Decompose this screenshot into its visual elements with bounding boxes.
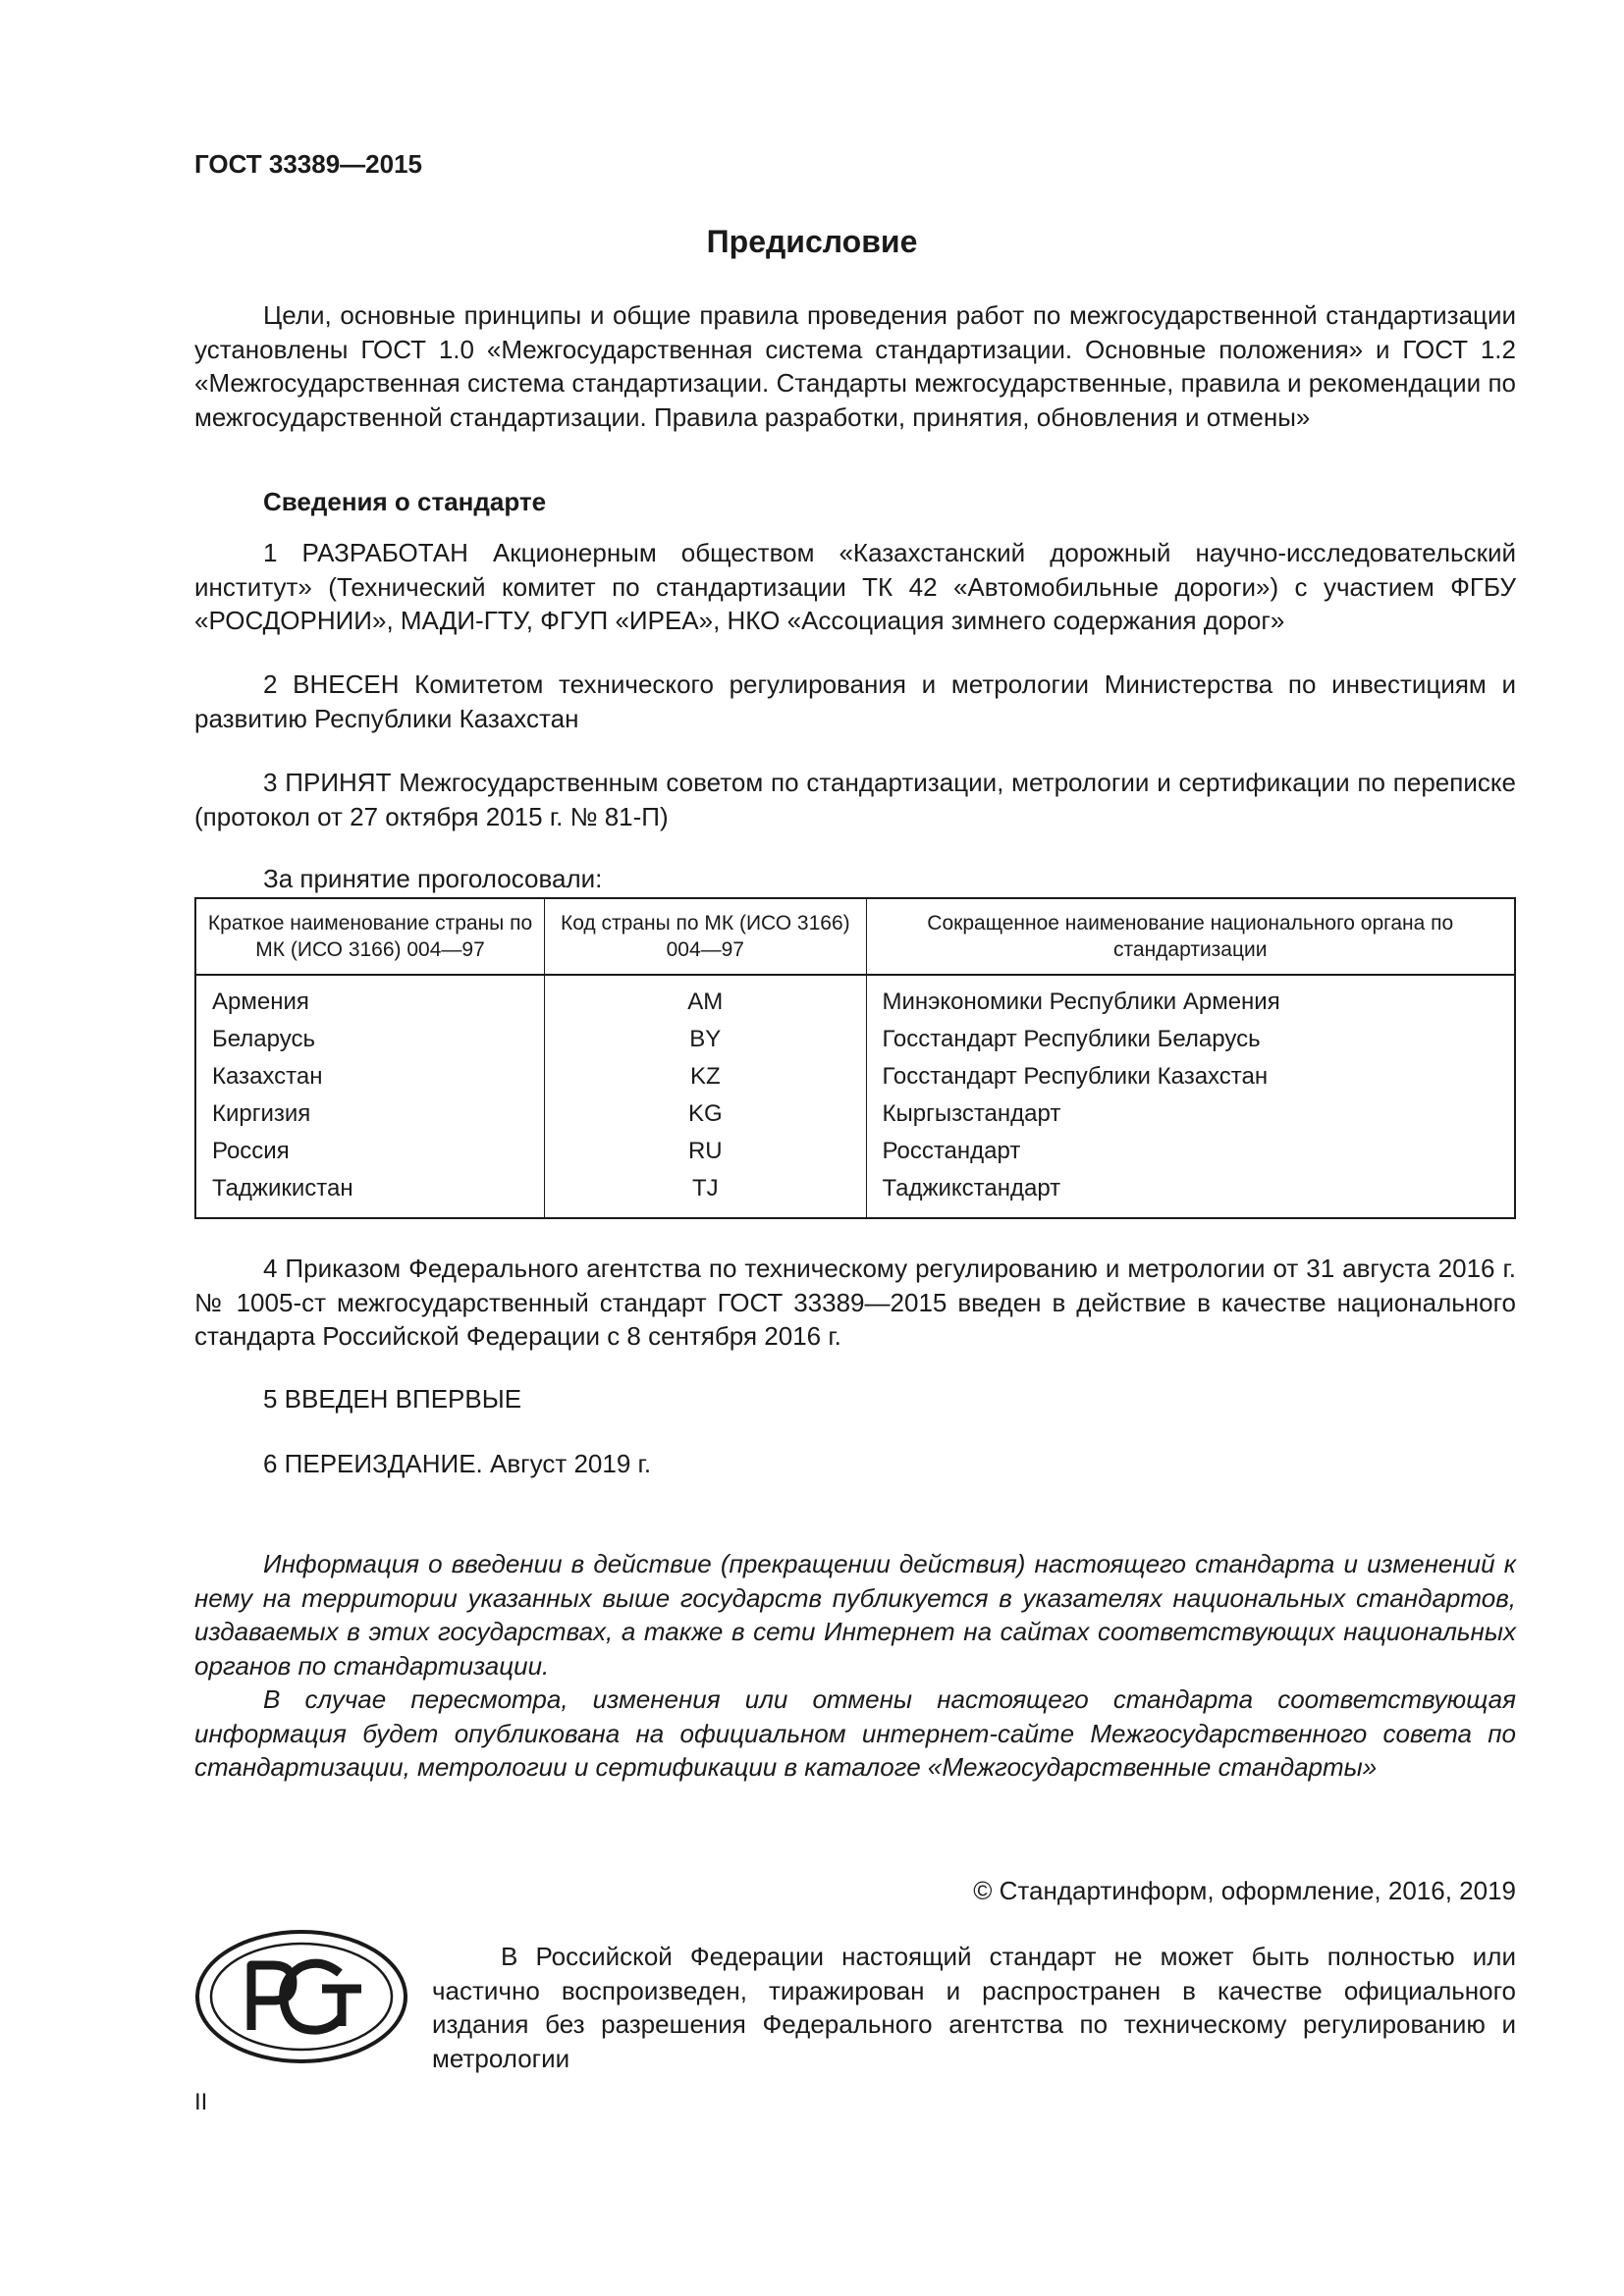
copyright-line: © Стандартинформ, оформление, 2016, 2019	[973, 1876, 1516, 1905]
cell-code: BY	[545, 1021, 866, 1058]
info-heading: Сведения о стандарте	[263, 487, 547, 516]
cell-country: Таджикистан	[195, 1170, 545, 1218]
header-body: Сокращенное наименование национального органа по стандартизации	[866, 898, 1515, 975]
cell-code: KG	[545, 1095, 866, 1133]
table-row	[195, 1170, 1515, 1218]
logo-text: РСТ	[96, 1830, 98, 1831]
item-reissue: 6 ПЕРЕИЗДАНИЕ. Август 2019 г.	[263, 1449, 652, 1478]
rights-notice: В Российской Федерации настоящий стандарт не может быть полностью или частично воспроизведен, тиражирован и распространен в качестве официального издания без разрешения Федерального агентства по техническому регулированию и метрологии	[432, 1942, 1516, 2073]
item-introduced: 2 ВНЕСЕН Комитетом технического регулирования и метрологии Министерства по инвестициям и развитию Республики Казахстан	[194, 669, 1516, 733]
cell-code: AM	[545, 975, 866, 1021]
cell-country: Казахстан	[195, 1058, 545, 1095]
item-order: 4 Приказом Федерального агентства по техническому регулированию и метрологии от 31 августа 2016 г. № 1005-ст межгосударственный стандарт ГОСТ 33389—2015 введен в действие в качестве национального стандарта Российской Федерации с 8 сентября 2016 г.	[194, 1254, 1516, 1351]
cell-body: Минэкономики Республики Армения	[882, 988, 1280, 1015]
table-row	[195, 975, 1515, 1021]
cell-body: Таджикстандарт	[882, 1175, 1061, 1201]
cell-country: Киргизия	[195, 1095, 545, 1133]
vote-table	[194, 897, 1516, 1219]
cell-body: Госстандарт Республики Казахстан	[882, 1063, 1269, 1090]
page-title: Предисловие	[706, 224, 918, 259]
header-country: Краткое наименование страны по МК (ИСО 3166) 004—97	[195, 898, 545, 975]
table-row	[195, 1095, 1515, 1133]
gost-rst-logo-icon	[96, 1830, 408, 2065]
table-row	[195, 1021, 1515, 1058]
cell-code: RU	[545, 1133, 866, 1170]
header-code: Код страны по МК (ИСО 3166) 004—97	[545, 898, 866, 975]
cell-code: KZ	[545, 1058, 866, 1095]
cell-country: Россия	[195, 1133, 545, 1170]
cell-country: Армения	[195, 975, 545, 1021]
intro-paragraph: Цели, основные принципы и общие правила проведения работ по межгосударственной стандартизации установлены ГОСТ 1.0 «Межгосударственная система стандартизации. Основные положения» и ГОСТ 1.2 «Межгосударственная система стандартизации. Стандарты межгосударственные, правила и рекомендации по межгосударственной стандартизации. Правила разработки, принятия, обновления и отмены»	[194, 300, 1516, 432]
table-row	[195, 1133, 1515, 1170]
voted-label: За принятие проголосовали:	[263, 864, 603, 893]
notice-paragraph-2: В случае пересмотра, изменения или отмены настоящего стандарта соответствующая информация будет опубликована на официальном интернет-сайте Межгосударственного совета по стандартизации, метрологии и сертификации в каталоге «Межгосударственные стандарты»	[194, 1684, 1516, 1782]
item-developed: 1 РАЗРАБОТАН Акционерным обществом «Казахстанский дорожный научно-исследовательский институт» (Технический комитет по стандартизации ТК 42 «Автомобильные дороги») с участием ФГБУ «РОСДОРНИИ», МАДИ-ГТУ, ФГУП «ИРЕА», НКО «Ассоциация зимнего содержания дорог»	[194, 538, 1516, 635]
table-row	[195, 1058, 1515, 1095]
standard-id: ГОСТ 33389—2015	[194, 149, 422, 179]
cell-body: Росстандарт	[882, 1138, 1021, 1164]
item-first-time: 5 ВВЕДЕН ВПЕРВЫЕ	[263, 1384, 522, 1414]
cell-country: Беларусь	[195, 1021, 545, 1058]
cell-code: TJ	[545, 1170, 866, 1218]
cell-body: Кыргызстандарт	[882, 1100, 1061, 1127]
notice-paragraph-1: Информация о введении в действие (прекращении действия) настоящего стандарта и изменений к нему на территории указанных выше государств публикуется в указателях национальных стандартов, издаваемых в этих государствах, а также в сети Интернет на сайтах соответствующих национальных органов по стандартизации.	[194, 1549, 1516, 1681]
table-header-row	[195, 898, 1515, 975]
item-adopted: 3 ПРИНЯТ Межгосударственным советом по стандартизации, метрологии и сертификации по переписке (протокол от 27 октября 2015 г. № 81-П)	[194, 768, 1516, 831]
page-number: II	[194, 2089, 208, 2115]
cell-body: Госстандарт Республики Беларусь	[882, 1026, 1261, 1052]
